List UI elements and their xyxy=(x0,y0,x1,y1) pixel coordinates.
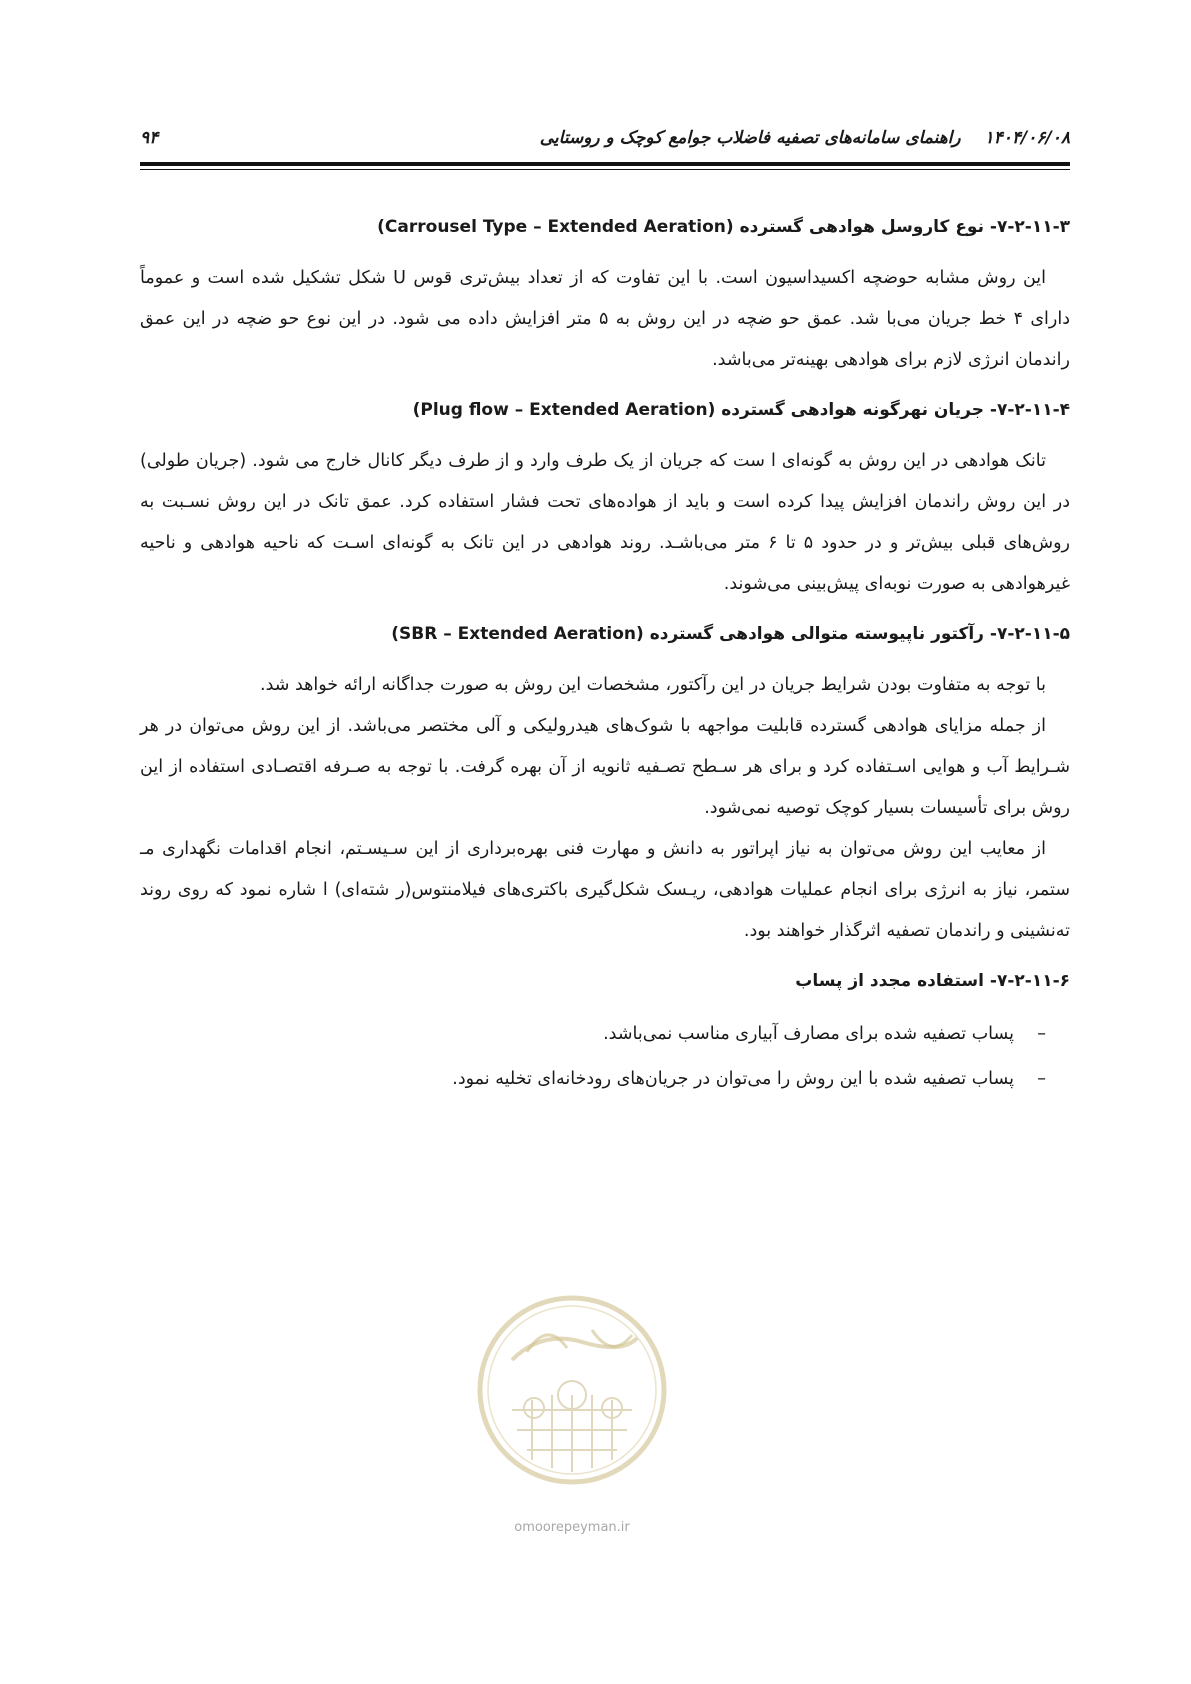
header-rule-thick xyxy=(140,162,1070,166)
bullet-dash: – xyxy=(1037,1069,1046,1089)
header-rule-thin xyxy=(140,169,1070,170)
page-number: ۹۴ xyxy=(140,128,159,148)
page-header xyxy=(140,122,1070,156)
header-date: ۱۴۰۴/۰۶/۰۸ xyxy=(984,128,1070,148)
paragraph-sbr-intro: با توجه به متفاوت بودن شرایط جریان در این رآکتور، مشخصات این روش به صورت جداگانه ارائه خواهد شد. xyxy=(260,675,1046,695)
main-content xyxy=(140,214,1070,1102)
bullet-text: پساب تصفیه شده با این روش را می‌توان در جریان‌های رودخانه‌ای تخلیه نمود. xyxy=(452,1069,1014,1089)
section-heading-plug-flow: ۷-۲-۱۱-۴- جریان نهرگونه هوادهی گسترده (Plug flow – Extended Aeration) xyxy=(412,400,1070,420)
watermark-logo xyxy=(472,1290,672,1490)
header-title: راهنمای سامانه‌های تصفیه فاضلاب جوامع کوچک و روستایی xyxy=(539,128,961,148)
list-item xyxy=(140,1012,1046,1057)
watermark-url: omoorepeyman.ir xyxy=(514,1520,630,1535)
paragraph-plug-flow: تانک هوادهی در این روش به گونه‌ای ا ست که جریان از یک طرف وارد و از طرف دیگر کانال خارج می شود. (جریان طولی) در این روش راندمان افزایش پیدا کرده است و باید از هواده‌های تحت فشار استفاده کرد. عمق تانک در این روش نسـبت به روش‌های قبلی بیش‌تر و در حدود ۵ تا ۶ متر می‌باشـد. روند هوادهی در این تانک به گونه‌ای اسـت که ناحیه هوادهی و ناحیه غیرهوادهی به صورت نوبه‌ای پیش‌بینی می‌شوند. xyxy=(140,451,1070,594)
section-heading-sbr: ۷-۲-۱۱-۵- رآکتور ناپیوسته متوالی هوادهی گسترده (SBR – Extended Aeration) xyxy=(391,624,1070,644)
section-heading-reuse: ۷-۲-۱۱-۶- استفاده مجدد از پساب xyxy=(795,971,1070,991)
paragraph-sbr-advantages: از جمله مزایای هوادهی گسترده قابلیت مواجهه با شوک‌های هیدرولیکی و آلی مختصر می‌باشد. از این روش می‌توان در هر شـرایط آب و هوایی اسـتفاده کرد و برای هر سـطح تصـفیه ثانویه از آن بهره گرفت. با توجه به صـرفه اقتصـادی استفاده از این روش برای تأسیسات بسیار کوچک توصیه نمی‌شود. xyxy=(140,716,1070,818)
bullet-text: پساب تصفیه شده برای مصارف آبیاری مناسب نمی‌باشد. xyxy=(603,1024,1014,1044)
bullet-dash: – xyxy=(1037,1024,1046,1044)
section-heading-carrousel: ۷-۲-۱۱-۳- نوع کاروسل هوادهی گسترده (Carrousel Type – Extended Aeration) xyxy=(377,217,1070,237)
paragraph-carrousel: این روش مشابه حوضچه اکسیداسیون است. با این تفاوت که از تعداد بیش‌تری قوس U شکل تشکیل شده است و عموماً دارای ۴ خط جریان می‌با شد. عمق حو ضچه در این روش به ۵ متر افزایش داده می شود. در این نوع حو ضچه در این عمق راندمان انرژی لازم برای هوادهی بهینه‌تر می‌باشد. xyxy=(140,268,1070,370)
header-title-line xyxy=(540,128,1070,148)
reuse-bullet-list xyxy=(140,1012,1070,1102)
list-item xyxy=(140,1057,1046,1102)
paragraph-sbr-disadvantages: از معایب این روش می‌توان به نیاز اپراتور به دانش و مهارت فنی بهره‌برداری از این سـیسـتم، انجام اقدامات نگهداری مـ ستمر، نیاز به انرژی برای انجام عملیات هوادهی، ریـسک شکل‌گیری باکتری‌های فیلامنتوس(ر شته‌ای) ا شاره نمود که روی روند ته‌نشینی و راندمان تصفیه اثرگذار خواهند بود. xyxy=(140,839,1070,941)
